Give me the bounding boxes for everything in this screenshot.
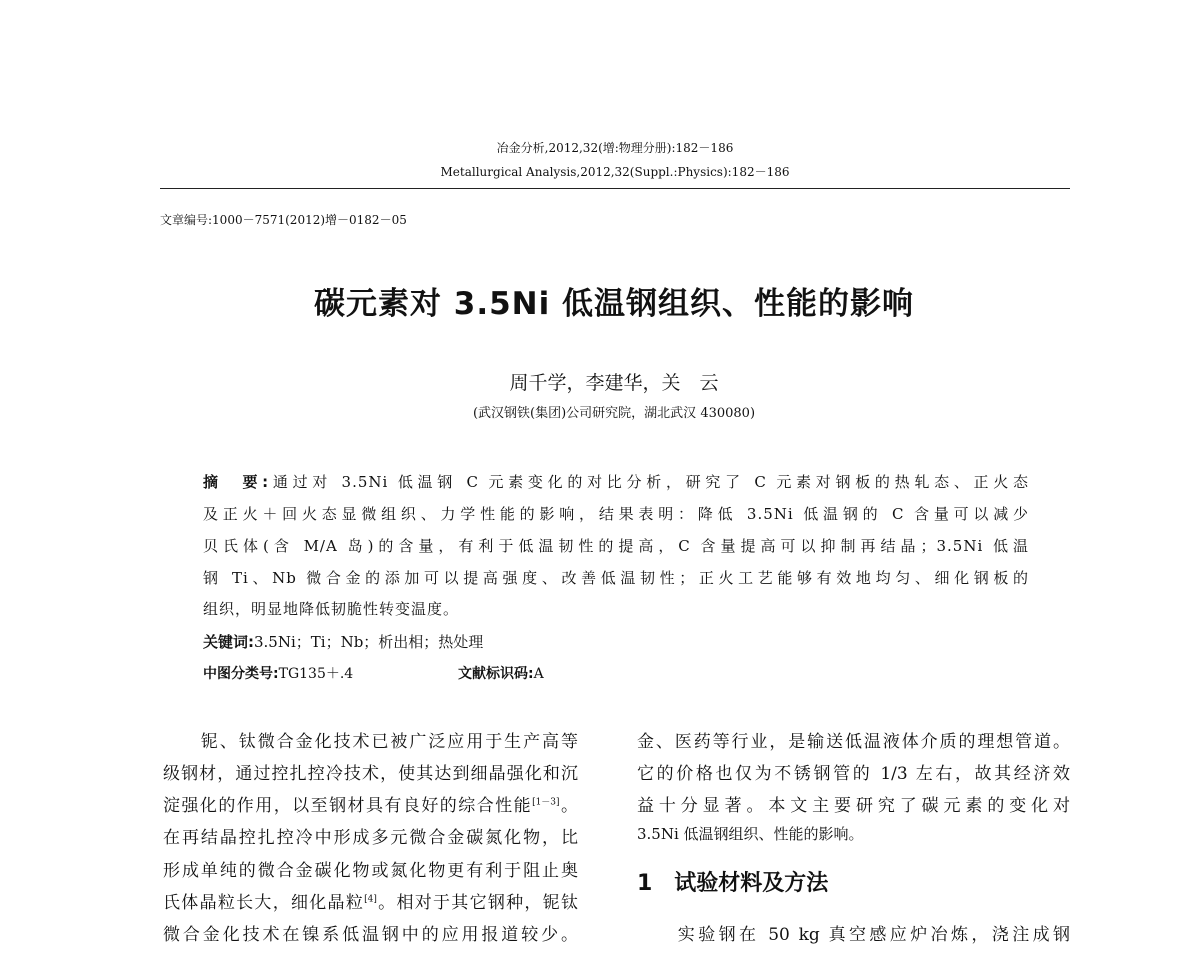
classification: 中图分类号:TG135＋.4 <box>203 666 354 682</box>
keywords: 关键词:3.5Ni；Ti；Nb；析出相；热处理 <box>203 633 484 651</box>
body-line: 微合金化技术在镍系低温钢中的应用报道较少。 <box>163 925 578 945</box>
journal-citation-en: Metallurgical Analysis,2012,32(Suppl.:Physics):182－186 <box>440 165 790 179</box>
abstract-line: 及正火＋回火态显微组织、力学性能的影响，结果表明：降低 3.5Ni 低温钢的 C 含量可以减少 <box>203 505 1029 523</box>
abstract-line: 贝氏体(含 M/A 岛)的含量，有利于低温韧性的提高，C 含量提高可以抑制再结晶；3.5Ni 低温 <box>203 537 1029 555</box>
abstract-line: 摘 要:通过对 3.5Ni 低温钢 C 元素变化的对比分析，研究了 C 元素对钢板的热轧态、正火态 <box>203 473 1030 491</box>
abstract-line: 钢 Ti、Nb 微合金的添加可以提高强度、改善低温韧性；正火工艺能够有效地均匀、细化钢板的 <box>203 569 1029 587</box>
body-line: 氏体晶粒长大，细化晶粒[4]。相对于其它钢种，铌钛 <box>163 893 578 913</box>
body-line: 形成单纯的微合金碳化物或氮化物更有利于阻止奥 <box>163 861 578 881</box>
authors: 周千学，李建华，关 云 <box>509 372 719 394</box>
body-line: 铌、钛微合金化技术已被广泛应用于生产高等 <box>163 732 578 752</box>
body-line: 它的价格也仅为不锈钢管的 1/3 左右，故其经济效 <box>637 764 1070 784</box>
paper-title: 碳元素对 3.5Ni 低温钢组织、性能的影响 <box>313 286 915 322</box>
header-rule <box>160 188 1070 189</box>
body-line: 淀强化的作用，以至钢材具有良好的综合性能[1－3]。 <box>163 796 578 816</box>
journal-citation-cn: 冶金分析,2012,32(增:物理分册):182－186 <box>496 141 734 155</box>
citation[interactable]: [1－3] <box>532 797 560 808</box>
affiliation: (武汉钢铁(集团)公司研究院，湖北武汉 430080) <box>472 406 756 421</box>
abstract-label: 摘 要: <box>203 473 270 491</box>
article-number: 文章编号:1000－7571(2012)增－0182－05 <box>160 213 407 227</box>
citation[interactable]: [4] <box>364 894 377 905</box>
body-line: 金、医药等行业，是输送低温液体介质的理想管道。 <box>637 732 1070 752</box>
section-heading: 1 试验材料及方法 <box>637 871 829 896</box>
document-code: 文献标识码:A <box>458 666 544 682</box>
body-line: 3.5Ni 低温钢组织、性能的影响。 <box>637 825 864 843</box>
body-line: 益十分显著。本文主要研究了碳元素的变化对 <box>637 796 1070 816</box>
abstract-line: 组织，明显地降低韧脆性转变温度。 <box>203 600 460 618</box>
body-line: 级钢材，通过控扎控冷技术，使其达到细晶强化和沉 <box>163 764 578 784</box>
body-line: 实验钢在 50 kg 真空感应炉冶炼，浇注成钢 <box>637 925 1070 945</box>
body-line: 在再结晶控扎控冷中形成多元微合金碳氮化物，比 <box>163 828 578 848</box>
